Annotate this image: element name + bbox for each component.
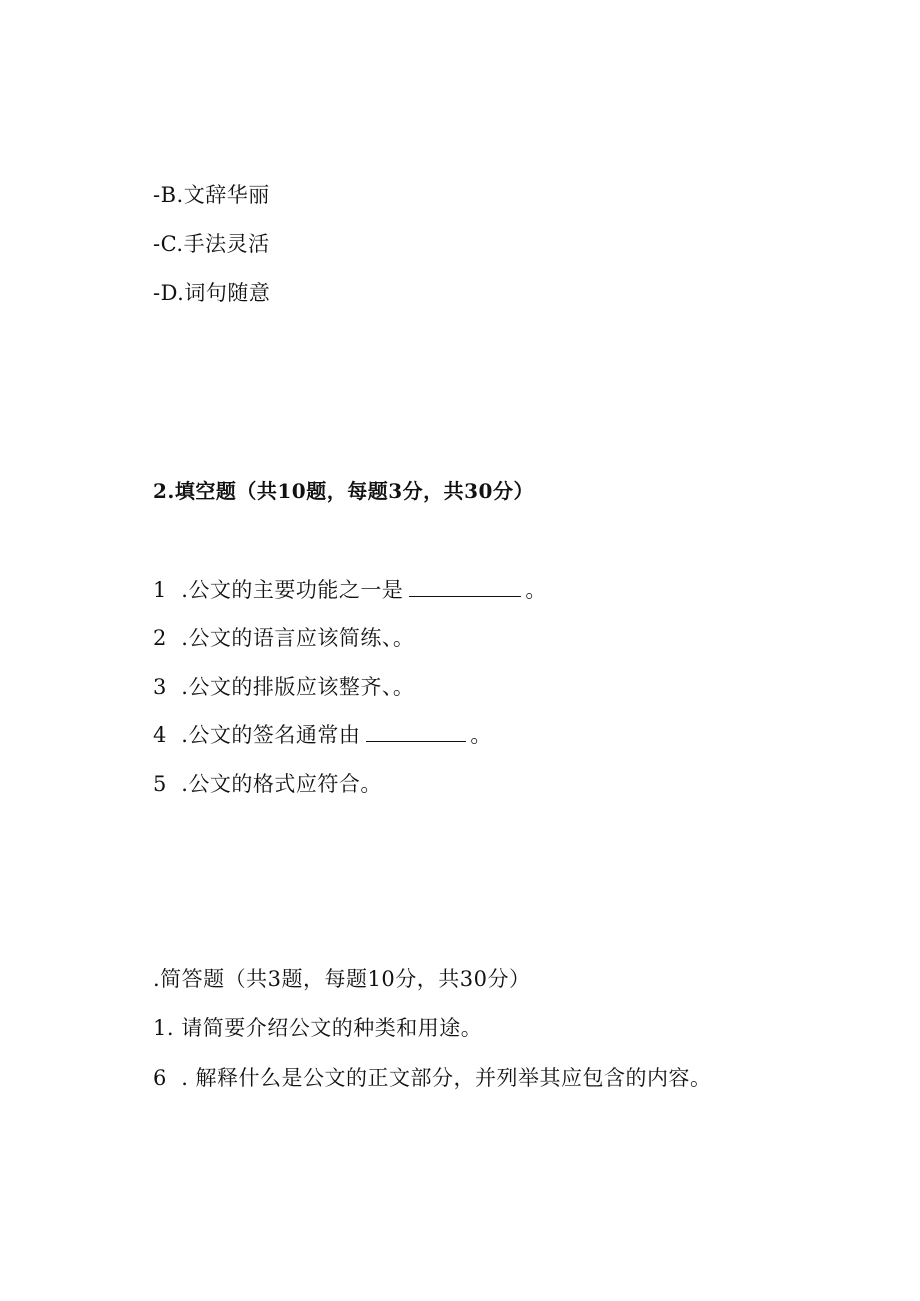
- fill-question-1-end: 。: [525, 578, 547, 602]
- short-answer-section-heading: .简答题（共3题，每题10分，共30分）: [153, 967, 531, 991]
- fill-question-2: 2 .公文的语言应该简练、。: [153, 626, 415, 650]
- answer-blank: [366, 723, 466, 742]
- short-question-1: 1. 请简要介绍公文的种类和用途。: [153, 1016, 483, 1040]
- fill-question-1: [153, 577, 547, 603]
- short-question-2: 6 . 解释什么是公文的正文部分，并列举其应包含的内容。: [153, 1066, 712, 1090]
- fill-question-3: 3 .公文的排版应该整齐、。: [153, 675, 415, 699]
- option-b: -B.文辞华丽: [153, 183, 270, 207]
- fill-question-1-text: 1 .公文的主要功能之一是: [153, 578, 404, 602]
- fill-section-heading: 2.填空题（共10题，每题3分，共30分）: [153, 479, 534, 503]
- fill-question-4-text: 4 .公文的签名通常由: [153, 723, 361, 747]
- fill-question-5: 5 .公文的格式应符合。: [153, 772, 382, 796]
- option-d: -D.词句随意: [153, 281, 271, 305]
- fill-question-4: [153, 722, 492, 748]
- fill-question-4-end: 。: [470, 723, 492, 747]
- answer-blank: [409, 578, 521, 597]
- option-c: -C.手法灵活: [153, 232, 270, 256]
